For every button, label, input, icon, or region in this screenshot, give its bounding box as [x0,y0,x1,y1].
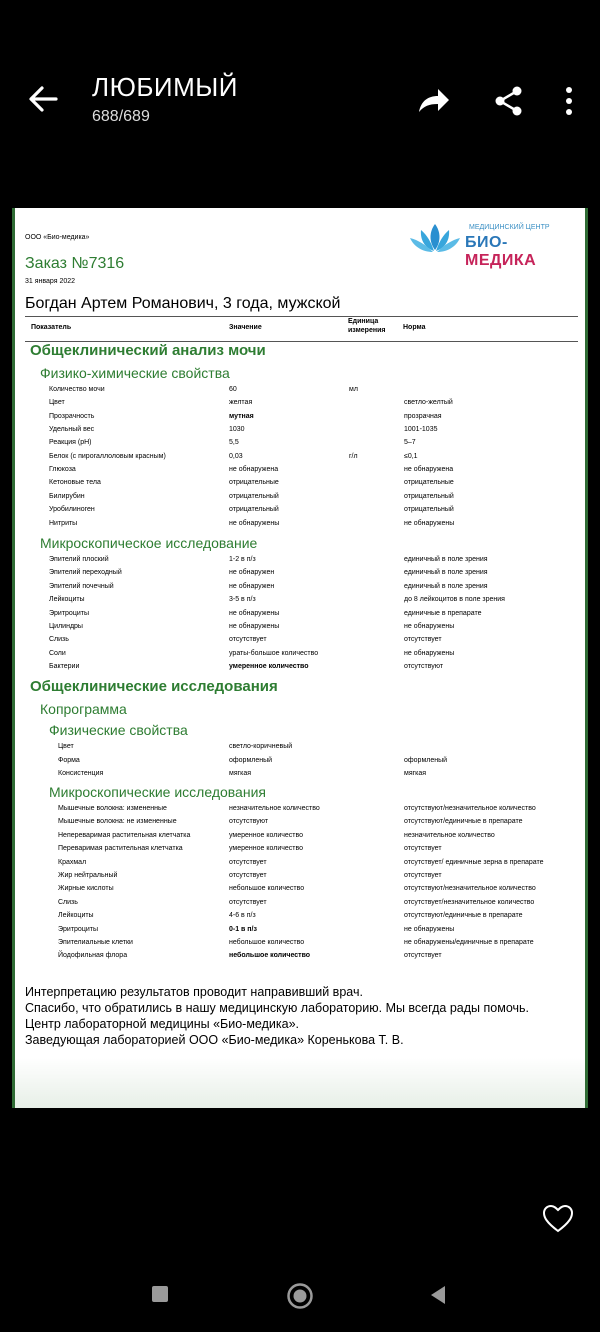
table-row [15,899,585,912]
table-row [15,770,585,783]
indicator-value: умеренное количество [229,663,309,671]
indicator-norm: не обнаружены [404,649,455,657]
logo-title: БИО-МЕДИКА [465,234,537,269]
indicator-value: не обнаружены [229,609,280,617]
subsection-urine-micro: Микроскопическое исследование [40,535,258,551]
indicator-name: Жирные кислоты [58,885,114,893]
indicator-name: Непереваримая растительная клетчатка [58,831,191,839]
indicator-name: Слизь [58,898,78,906]
indicator-name: Цвет [58,743,74,750]
indicator-value: отсутствует [229,858,267,866]
indicator-name: Мышечные волокна: не измененные [58,818,177,826]
indicator-name: Йодофильная флора [58,952,128,960]
col-norm: Норма [403,324,426,331]
indicator-value: 0-1 в п/з [229,925,257,933]
indicator-value: 60 [229,386,237,393]
table-row [15,453,585,466]
indicator-name: Соли [49,649,66,657]
indicator-norm: отсутствует [404,845,442,853]
indicator-name: Крахмал [58,858,87,866]
logo-subtitle: МЕДИЦИНСКИЙ ЦЕНТР [469,224,550,231]
indicator-norm: 5–7 [404,439,416,447]
table-row [15,569,585,582]
indicator-norm: не обнаружена [404,466,454,474]
indicator-value: 5,5 [229,439,239,447]
indicator-name: Жир нейтральный [58,872,118,879]
table-row [15,439,585,452]
indicator-value: оформленый [229,756,273,764]
forward-icon[interactable] [416,84,450,118]
indicator-value: небольшое количество [229,939,305,946]
indicator-norm: отрицательный [404,506,454,514]
indicator-norm: прозрачная [404,412,442,420]
table-row [15,636,585,649]
indicator-norm: отсутствуют/незначительное количество [404,805,536,812]
table-row [15,650,585,663]
indicator-value: 3-5 в п/з [229,596,256,604]
col-indicator: Показатель [31,324,72,331]
back-nav-icon[interactable] [428,1284,448,1306]
indicator-value: светло-коричневый [229,743,293,750]
indicator-value: мягкая [229,770,252,777]
order-date: 31 января 2022 [25,278,76,285]
table-row [15,493,585,506]
order-number: Заказ №7316 [25,255,125,272]
indicator-value: не обнаружена [229,466,279,474]
footer-line-2: Спасибо, что обратились в нашу медицинскую лабораторию. Мы всегда рады помочь. Центр лабораторной медицины «Био-медика». [25,1001,529,1031]
indicator-norm: ≤0,1 [404,452,418,460]
table-row [15,426,585,439]
indicator-value: желтая [229,399,253,407]
indicator-name: Глюкоза [49,466,76,474]
indicator-norm: не обнаружены/единичные в препарате [404,939,534,946]
indicator-norm: отсутствует [404,872,442,879]
indicator-value: умеренное количество [229,831,304,839]
table-row [15,596,585,609]
image-counter: 688/689 [92,108,150,125]
indicator-name: Лейкоциты [49,596,85,604]
indicator-value: небольшое количество [229,885,305,893]
table-row [15,926,585,939]
subsection-physchem: Физико-химические свойства [40,365,230,381]
favorite-heart-icon[interactable] [542,1204,574,1234]
table-row [15,506,585,519]
indicator-name: Билирубин [49,492,85,500]
indicator-value: отрицательный [229,506,279,514]
indicator-name: Реакция (pH) [49,439,92,447]
home-icon[interactable] [286,1282,314,1310]
indicator-value: незначительное количество [229,805,320,812]
indicator-name: Мышечные волокна: измененные [58,805,167,812]
table-row [15,583,585,596]
indicator-norm: отсутствуют/единичные в препарате [404,912,523,920]
top-app-bar [0,0,600,200]
table-row [15,466,585,479]
indicator-norm: не обнаружены [404,623,455,630]
table-row [15,859,585,872]
indicator-unit: мл [349,386,358,393]
indicator-norm: отсутствуют/незначительное количество [404,885,536,893]
indicator-value: 1030 [229,426,245,434]
indicator-name: Кетоновые тела [49,479,101,487]
indicator-name: Эпителиальные клетки [58,939,133,946]
album-title: ЛЮБИМЫЙ [92,72,238,102]
indicator-name: Эритроциты [58,925,98,933]
indicator-value: 0,03 [229,452,243,460]
indicator-name: Консистенция [58,770,104,777]
indicator-name: Переваримая растительная клетчатка [58,845,183,853]
table-row [15,520,585,533]
indicator-name: Лейкоциты [58,912,94,920]
indicator-name: Уробилиноген [49,506,95,514]
indicator-norm: отсутствует/незначительное количество [404,898,535,906]
table-row [15,832,585,845]
col-unit-1: Единица [348,318,379,325]
subsection-copro-phys: Физические свойства [49,722,188,738]
table-row [15,663,585,676]
section-urine: Общеклинический анализ мочи [30,342,266,359]
table-header [25,316,578,342]
table-row [15,610,585,623]
table-row [15,952,585,965]
indicator-unit: г/л [349,452,358,460]
table-row [15,805,585,818]
indicator-norm: отсутствуют [404,663,444,671]
indicator-value: 1-2 в п/з [229,556,256,563]
document-image [12,208,588,1108]
table-row [15,556,585,569]
table-row [15,885,585,898]
indicator-norm: не обнаружены [404,519,455,527]
table-row [15,939,585,952]
table-row [15,479,585,492]
indicator-norm: отсутствует [404,952,442,960]
back-arrow-icon[interactable] [26,82,60,116]
indicator-norm: 1001-1035 [404,426,438,434]
more-options-icon[interactable] [552,84,586,118]
indicator-name: Цвет [49,399,65,407]
indicator-norm: светло-желтый [404,399,453,407]
col-value: Значение [229,324,262,331]
indicator-name: Прозрачность [49,412,95,420]
table-row [15,757,585,770]
indicator-value: 4-6 в п/з [229,912,256,920]
indicator-norm: отсутствуют/единичные в препарате [404,818,523,826]
col-unit-2: измерения [348,327,386,334]
table-row [15,399,585,412]
indicator-name: Эпителий почечный [49,582,114,590]
indicator-name: Эпителий плоский [49,556,109,563]
indicator-name: Нитриты [49,519,78,527]
footer-notes [25,984,565,1048]
table-row [15,872,585,885]
indicator-value: не обнаружены [229,623,280,630]
table-row [15,386,585,399]
indicator-name: Эритроциты [49,609,89,617]
indicator-norm: отсутствует [404,636,442,644]
table-row [15,413,585,426]
indicator-norm: мягкая [404,770,427,777]
document-bottom-edge [15,1058,585,1108]
indicator-value: умеренное количество [229,845,304,853]
indicator-value: не обнаружены [229,519,280,527]
indicator-norm: отрицательные [404,479,454,487]
indicator-name: Удельный вес [49,426,95,434]
indicator-value: отсутствует [229,636,267,644]
indicator-norm: единичный в поле зрения [404,569,488,577]
indicator-value: отрицательные [229,479,279,487]
table-row [15,845,585,858]
indicator-value: не обнаружен [229,569,275,577]
table-row [15,818,585,831]
indicator-name: Форма [58,756,80,764]
share-icon[interactable] [492,84,526,118]
indicator-value: отрицательный [229,492,279,500]
indicator-norm: до 8 лейкоцитов в поле зрения [404,596,505,604]
indicator-name: Эпителий переходный [49,569,122,577]
footer-line-3: Заведующая лабораторией ООО «Био-медика» Коренькова Т. В. [25,1033,404,1047]
patient-info: Богдан Артем Романович, 3 года, мужской [25,295,341,312]
table-row [15,743,585,756]
indicator-norm: единичный в поле зрения [404,582,488,590]
indicator-value: отсутствует [229,898,267,906]
indicator-value: небольшое количество [229,952,311,960]
indicator-name: Слизь [49,636,69,644]
subsection-coprogram: Копрограмма [40,701,127,717]
indicator-value: не обнаружен [229,582,275,590]
indicator-norm: единичный в поле зрения [404,556,488,563]
indicator-name: Белок (с пирогаллоловым красным) [49,452,166,460]
section-clinical: Общеклинические исследования [30,678,278,695]
clinic-logo [407,220,577,269]
indicator-norm: отсутствует/ единичные зерна в препарате [404,858,544,866]
lotus-logo-icon [407,220,463,256]
indicator-norm: единичные в препарате [404,609,482,617]
recent-apps-icon[interactable] [150,1284,170,1304]
indicator-norm: отрицательный [404,492,454,500]
indicator-value: отсутствуют [229,818,269,826]
footer-line-1: Интерпретацию результатов проводит направивший врач. [25,985,363,999]
indicator-value: отсутствует [229,872,267,879]
table-row [15,623,585,636]
indicator-norm: оформленый [404,756,448,764]
subsection-copro-micro: Микроскопические исследования [49,784,266,800]
indicator-norm: не обнаружены [404,925,455,933]
indicator-norm: незначительное количество [404,831,495,839]
indicator-name: Цилиндры [49,623,83,630]
indicator-name: Количество мочи [49,386,105,393]
indicator-value: мутная [229,412,254,420]
indicator-name: Бактерии [49,663,80,671]
company-name: ООО «Био-медика» [25,234,90,241]
table-row [15,912,585,925]
indicator-value: ураты-большое количество [229,649,319,657]
